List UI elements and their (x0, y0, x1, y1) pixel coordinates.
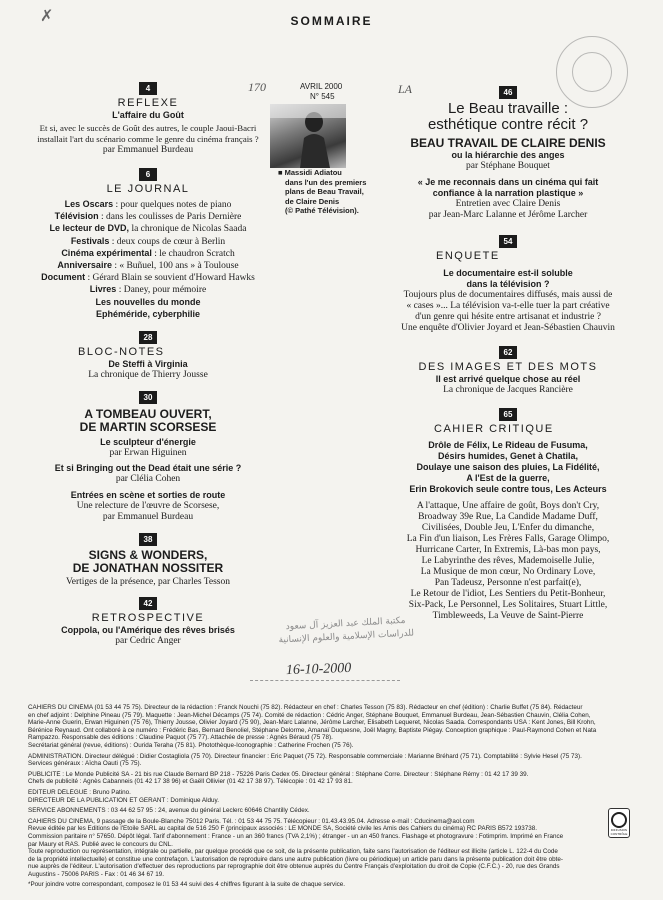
handwritten-mark: ✗ (40, 6, 54, 25)
page-number: 30 (139, 391, 157, 404)
arabic-stamp-line: للدراسات الإسلامية والعلوم الإنسانية (278, 628, 415, 646)
journal-item-label: Document (41, 272, 86, 283)
masthead-line: Commission paritaire n° 57650. Dépôt légal. Tarif d'abonnement : France - un an 360 francs (TVA 2,1%) ; étranger - un an 450 francs. Flashage et photogravure : Fotimprim. Imprimé en France (28, 832, 564, 840)
journal-item-text: : deux coups de cœur à Berlin (109, 236, 226, 247)
page-number: 6 (139, 168, 157, 181)
text-line: Une enquête d'Olivier Joyard et Jean-Sébastien Chauvin (401, 323, 615, 333)
masthead-line: par Maury et RAS. Publié avec le concours du CNL. (28, 840, 173, 848)
critique-film-line: Timbleweeds, La Veuve de Saint-Pierre (432, 611, 584, 621)
text-line: installait l'art du scénario comme le genre du cinéma français ? (37, 134, 259, 144)
headline: L'affaire du Goût (112, 110, 184, 120)
journal-item-label: Ephéméride, cyberphilie (95, 308, 201, 319)
photo (270, 104, 346, 168)
page-title: SOMMAIRE (290, 14, 373, 28)
masthead-line: en chef adjoint : Delphine Pineau (75 79). Maquette : Jean-Michel Décamps (75 74). Comité de rédaction : Cédric Anger, Stéphane Bouquet, Emmanuel Burdeau, Jean-Sébastien Chauvin, Clélia Cohen, (28, 711, 591, 719)
section-name: RETROSPECTIVE (91, 612, 205, 625)
handwritten-note: 170 (248, 80, 266, 94)
section-journal (28, 168, 268, 321)
byline: par Erwan Higuinen (109, 448, 187, 459)
handwritten-note: LA (398, 82, 413, 96)
logo-text: DIFFUSION CONTRÔLE (610, 828, 628, 836)
masthead-line: CAHIERS DU CINÉMA, 9 passage de la Boule-Blanche 75012 Paris. Tél. : 01 53 44 75 75. Télécopieur : 01.43.43.95.04. Adresse e-mail : Cducinema@aol.com (28, 817, 475, 825)
page-number: 62 (499, 346, 517, 359)
masthead-line: CAHIERS DU CINÉMA (01 53 44 75 75). Directeur de la rédaction : Franck Nouchi (75 82). Rédacteur en chef : Charles Tesson (75 83). Rédacteur en chef (édition) : Charlie Buffet (75 84). Rédacteur (28, 704, 583, 711)
caption-text: Massidi Adiatou (284, 168, 342, 177)
headline: dans la télévision ? (466, 279, 550, 289)
subhead: Le sculpteur d'énergie (100, 437, 196, 448)
issue-number: N° 545 (310, 92, 335, 101)
byline: La chronique de Thierry Jousse (88, 370, 208, 381)
journal-item-text: : « Buñuel, 100 ans » à Toulouse (111, 261, 239, 272)
feature-title: SIGNS & WONDERS, (88, 548, 208, 563)
page-number: 4 (139, 82, 157, 95)
quote-line: confiance à la narration plastique » (432, 188, 584, 198)
byline: La chronique de Jacques Rancière (443, 385, 573, 395)
masthead-line: Rampazzo. Responsable des éditions : Claudine Paquot (75 77). Attachée de presse : Agnès Béraud (75 78). (28, 734, 333, 742)
critique-film-line: Hurricane Carter, In Extremis, Là-bas mon pays, (415, 545, 601, 555)
journal-list (28, 199, 268, 321)
journal-item-text: : Gérard Blain se souvient d'Howard Hawks (85, 273, 255, 284)
feature-title: esthétique contre récit ? (427, 116, 589, 133)
section-name: ENQUETE (436, 250, 500, 262)
subhead: Et si Bringing out the Dead était une série ? (54, 463, 242, 474)
caption-line (278, 168, 388, 178)
subhead: ou la hiérarchie des anges (451, 150, 565, 160)
journal-item (28, 248, 268, 260)
subhead: Entrées en scène et sorties de route (70, 490, 226, 501)
journal-item (28, 272, 268, 284)
photo-caption (278, 168, 388, 216)
critique-film-bold: Drôle de Félix, Le Rideau de Fusuma, (428, 440, 588, 450)
arabic-stamp-line: مكتبة الملك عبد العزيز آل سعود (285, 615, 406, 633)
section-name: REFLEXE (117, 97, 179, 109)
caption-line: (© Pathé Télévision). (285, 206, 359, 215)
critique-film-line: La Fin d'un liaison, Les Frères Falls, Garage Olimpo, (406, 534, 610, 544)
headline: Coppola, ou l'Amérique des rêves brisés (61, 625, 235, 636)
byline: par Emmanuel Burdeau (102, 145, 194, 155)
critique-film-line: Six-Pack, Le Personnel, Les Solitaires, Stuart Little, (408, 600, 608, 610)
masthead-line: de la propriété intellectuelle) et constitue une contrefaçon. L'autorisation de reproduire dans une autre publication (livre ou périodique) un article paru dans la présente publication doit être obte- (28, 855, 564, 863)
text-line: Et si, avec le succès de Goût des autres, le couple Jaoui-Bacri (39, 123, 257, 133)
masthead-line: nue auprès de l'éditeur. L'autorisation d'effectuer des reproductions par reprographie doit être obtenue auprès du Centre Français d'exploitation du droit de Copie (C.F.C.) - 20, rue des Grands (28, 863, 560, 871)
page-number: 65 (499, 408, 517, 421)
masthead-line: Secrétariat général (revue, éditions) : Ourida Teraha (75 81). Photothèque-Iconographie : Catherine Frochen (75 76). (28, 741, 354, 749)
arabic-stamp (245, 613, 446, 649)
left-column (28, 82, 268, 647)
issue-date: AVRIL 2000 (300, 82, 343, 91)
stamp-underline (250, 680, 400, 681)
masthead-line: SERVICE ABONNEMENTS : 03 44 62 57 95 : 24, avenue du général Leclerc 60646 Chantilly Cédex. (28, 807, 310, 815)
handwritten-date: 16-10-2000 (285, 660, 352, 679)
text-line: d'un genre qui hésite entre artisanat et industrie ? (415, 312, 601, 322)
section-scorsese (28, 391, 268, 523)
masthead-line: Revue éditée par les Editions de l'Etoile SARL au capital de 516 250 F (principaux associés : LE MONDE SA, Société civile les Amis des Cahiers du cinéma) RC PARIS B572 193738. (28, 825, 538, 833)
critique-film-line: La Musique de mon cœur, No Ordinary Love, (420, 567, 596, 577)
byline: par Cedric Anger (115, 636, 181, 647)
photo-figure (270, 104, 346, 168)
byline: par Stéphane Bouquet (466, 161, 550, 171)
journal-item (28, 223, 268, 235)
byline: par Jean-Marc Lalanne et Jérôme Larcher (428, 210, 588, 220)
section-name: BLOC-NOTES (78, 346, 165, 359)
section-enquete (388, 235, 628, 334)
journal-item (28, 284, 268, 296)
journal-item-text: : pour quelques notes de piano (113, 200, 232, 210)
masthead-line: PUBLICITÉ : Le Monde Publicité SA - 21 bis rue Claude Bernard BP 218 - 75226 Paris Cedex 05. Directeur général : Stéphane Corre. Directeur : Stéphane Rémy : 01 42 17 39 39. (28, 770, 529, 778)
journal-item-label: Les nouvelles du monde (95, 296, 201, 307)
journal-item-text: : le chaudron Scratch (151, 248, 235, 259)
critique-film-line: Le Retour de l'idiot, Les Sentiers du Petit-Bonheur, (410, 589, 606, 599)
masthead (28, 704, 634, 889)
caption-marker: ■ (278, 168, 285, 177)
journal-item (28, 309, 268, 321)
section-name: CAHIER CRITIQUE (434, 423, 554, 435)
masthead-line: DIRECTEUR DE LA PUBLICATION ET GERANT : Dominique Alduy. (28, 796, 219, 804)
page-number: 46 (499, 86, 517, 99)
journal-item-label: Les Oscars (64, 199, 114, 209)
page-number: 38 (139, 533, 157, 546)
journal-item-text: la chronique de Nicolas Saada (129, 224, 247, 235)
critique-film-bold: Désirs humides, Genet à Chatila, (437, 451, 579, 461)
section-images-mots (388, 346, 628, 396)
critique-film-bold: Doulaye une saison des pluies, La Fidélité, (416, 462, 600, 472)
journal-item-text: : Daney, pour mémoire (116, 285, 207, 296)
journal-item (28, 297, 268, 309)
quote-line: « Je me reconnais dans un cinéma qui fait (417, 177, 599, 187)
headline: De Steffi à Virginia (108, 359, 188, 370)
headline: Le documentaire est-il soluble (443, 268, 573, 278)
masthead-line: ADMINISTRATION. Directeur délégué : Didier Costagliola (75 70). Directeur financier : Eric Paquet (75 72). Responsable commerciale : Marianne Bréhard (75 71). Comptabilité : Sylvie Hesel (75 73). (28, 752, 582, 760)
journal-item (28, 236, 268, 248)
journal-item-label: Anniversaire (57, 260, 112, 271)
page-number: 54 (499, 235, 517, 248)
feature-title: A TOMBEAU OUVERT, (84, 407, 212, 422)
masthead-line: Services généraux : Aïcha Oauti (75 75). (28, 760, 142, 768)
masthead-line: EDITEUR DÉLÉGUÉ : Bruno Patino. (28, 788, 131, 796)
journal-item-label: Le lecteur de DVD, (49, 223, 130, 234)
journal-item-label: Télévision (54, 211, 99, 222)
feature-title: Le Beau travaille : (447, 100, 569, 117)
section-blocnotes (28, 331, 268, 381)
section-name: LE JOURNAL (106, 183, 190, 195)
feature-title: DE MARTIN SCORSESE (79, 420, 217, 435)
masthead-line: Marie-Anne Guerin, Erwan Higuinen (75 76), Thierry Jousse, Olivier Joyard (75 90), Jean-Marc Lalanne, Jérôme Larcher, Elisabeth Lequeret, Nicolas Saada. Correspondants USA : Kent Jones, Bill Krohn, (28, 719, 596, 727)
section-beau-travail (388, 86, 628, 221)
feature-title: DE JONATHAN NOSSITER (72, 561, 224, 576)
critique-film-line: Broadway 39e Rue, La Candide Madame Duff, (418, 512, 598, 522)
critique-film-bold: Erin Brokovich seule contre tous, Les Acteurs (409, 484, 607, 494)
page-number: 28 (139, 331, 157, 344)
right-column (388, 86, 628, 622)
section-retrospective (28, 597, 268, 647)
section-name: DES IMAGES ET DES MOTS (418, 361, 598, 373)
journal-item-label: Livres (89, 284, 117, 295)
journal-item (28, 211, 268, 223)
critique-list (388, 501, 628, 622)
journal-item-text: : dans les coulisses de Paris Dernière (98, 212, 242, 223)
masthead-line: Chefs de publicité : Agnès Cabanneis (01 42 17 38 96) et Gaëll Ollivier (01 42 17 38 97). Télécopie : 01 42 17 93 81. (28, 778, 353, 786)
critique-film-bold: A l'Est de la guerre, (466, 473, 550, 483)
masthead-line: *Pour joindre votre correspondant, composez le 01 53 44 suivi des 4 chiffres figurant à la suite de chaque service. (28, 881, 346, 889)
text-line: « cases »... La télévision va-t-elle tuer la part créative (406, 301, 610, 311)
byline: par Clélia Cohen (115, 474, 181, 485)
byline: par Emmanuel Burdeau (102, 512, 194, 523)
critique-bold-list (388, 440, 628, 495)
caption-line: dans l'un des premiers (285, 177, 367, 187)
caption-line: plans de Beau Travail, (285, 187, 364, 196)
masthead-line: Toute reproduction ou représentation, intégrale ou partielle, par quelque procédé que ce soit, de la présente publication, faite sans l'autorisation de l'éditeur est illicite (article L. 122-4 du Code (28, 848, 558, 856)
critique-film-line: Pan Tadeusz, Personne n'est parfait(e), (434, 578, 582, 588)
section-cahier-critique (388, 408, 628, 622)
logo-mark-icon (611, 812, 627, 828)
headline: Il est arrivé quelque chose au réel (435, 374, 581, 384)
text-line: Toujours plus de documentaires diffusés, mais aussi de (403, 290, 613, 300)
journal-item (28, 260, 268, 272)
masthead-line: Augustins - 75006 PARIS - Fax : 01 46 34 67 19. (28, 870, 165, 878)
masthead-line: Bérénice Reynaud. Ont collaboré à ce numéro : Frédéric Bas, Bernard Benoliel, Stéphane Delorme, Amanaï Duquesne, Joël Magny, Baptiste Piégay. Conception graphique : Paul-Raymond Cohen et Nata (28, 726, 597, 734)
journal-item-label: Cinéma expérimental (61, 247, 152, 258)
critique-film-line: A l'attaque, Une affaire de goût, Boys don't Cry, (416, 501, 600, 511)
journal-item (28, 199, 268, 211)
journal-item-label: Festivals (70, 235, 110, 246)
caption-line: de Claire Denis (285, 196, 340, 206)
diffusion-logo (608, 808, 630, 838)
critique-film-line: Civilisées, Double Jeu, L'Enfer du dimanche, (421, 523, 595, 533)
byline: Vertiges de la présence, par Charles Tesson (65, 577, 231, 588)
section-signs (28, 533, 268, 588)
section-reflexe (28, 82, 268, 156)
feature-subtitle: BEAU TRAVAIL DE CLAIRE DENIS (410, 136, 606, 150)
byline: Entretien avec Claire Denis (455, 199, 561, 209)
text-line: Une relecture de l'œuvre de Scorsese, (76, 501, 220, 512)
critique-film-line: Le Labyrinthe des rêves, Mademoiselle Julie, (421, 556, 595, 566)
page-number: 42 (139, 597, 157, 610)
